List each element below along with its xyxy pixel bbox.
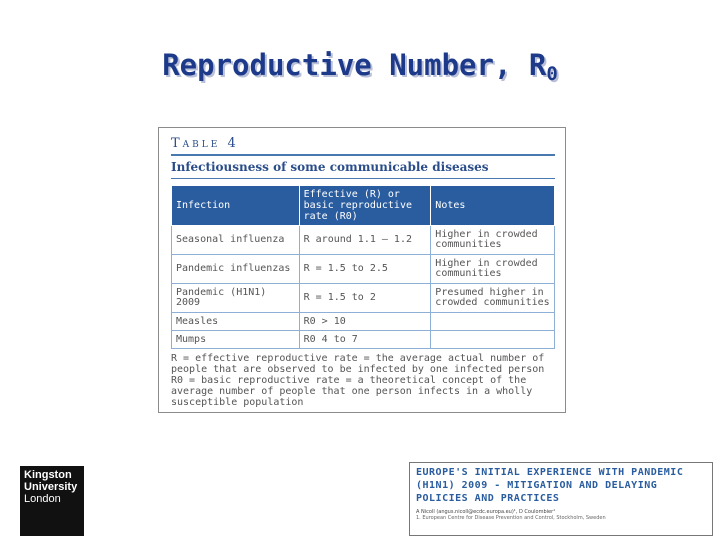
logo-line-2: University <box>24 481 78 493</box>
slide-title-subscript: 0 <box>546 63 558 85</box>
header-reproductive-rate: Effective (R) or basic reproductive rate (R0) <box>299 186 431 226</box>
table-row <box>172 255 555 284</box>
footnote-effective-rate: R = effective reproductive rate = the average actual number of people that are observed to be infected by one infected person <box>171 353 545 375</box>
table-figure <box>158 127 566 413</box>
table-row <box>172 331 555 349</box>
logo-line-3: London <box>24 493 61 505</box>
cell-infection: Pandemic influenzas <box>172 255 300 284</box>
reference-box <box>409 462 713 536</box>
cell-infection: Pandemic (H1N1) 2009 <box>172 284 300 313</box>
table-caption-rule <box>171 178 555 179</box>
cell-notes <box>431 331 555 349</box>
table-header-row <box>172 186 555 226</box>
cell-notes <box>431 313 555 331</box>
kingston-university-logo <box>20 466 84 536</box>
cell-notes: Presumed higher in crowded communities <box>431 284 555 313</box>
table-caption: Infectiousness of some communicable diseases <box>171 160 489 174</box>
cell-rate: R = 1.5 to 2 <box>299 284 431 313</box>
cell-infection: Seasonal influenza <box>172 226 300 255</box>
infectiousness-table <box>171 185 555 349</box>
cell-notes: Higher in crowded communities <box>431 226 555 255</box>
logo-line-1: Kingston <box>24 469 72 481</box>
cell-rate: R around 1.1 – 1.2 <box>299 226 431 255</box>
reference-title: EUROPE'S INITIAL EXPERIENCE WITH PANDEMIC (H1N1) 2009 - MITIGATION AND DELAYING POLICIES AND PRACTICES <box>416 467 684 504</box>
table-row <box>172 313 555 331</box>
reference-affiliation: 1. European Centre for Disease Prevention and Control, Stockholm, Sweden <box>416 515 606 521</box>
cell-rate: R0 > 10 <box>299 313 431 331</box>
header-notes: Notes <box>431 186 555 226</box>
table-row <box>172 226 555 255</box>
cell-infection: Measles <box>172 313 300 331</box>
header-infection: Infection <box>172 186 300 226</box>
slide-title <box>0 48 720 85</box>
table-row <box>172 284 555 313</box>
cell-notes: Higher in crowded communities <box>431 255 555 284</box>
cell-rate: R0 4 to 7 <box>299 331 431 349</box>
cell-rate: R = 1.5 to 2.5 <box>299 255 431 284</box>
table-label: Table 4 <box>171 136 239 151</box>
slide-title-text: Reproductive Number, R <box>162 48 547 82</box>
reference-authors: A Nicoll (angus.nicoll@ecdc.europa.eu)¹, D Coulombier¹ <box>416 509 556 515</box>
cell-infection: Mumps <box>172 331 300 349</box>
footnote-basic-rate: R0 = basic reproductive rate = a theoretical concept of the average number of people that one person infects in a wholly susceptible population <box>171 375 533 408</box>
table-label-rule <box>171 154 555 156</box>
